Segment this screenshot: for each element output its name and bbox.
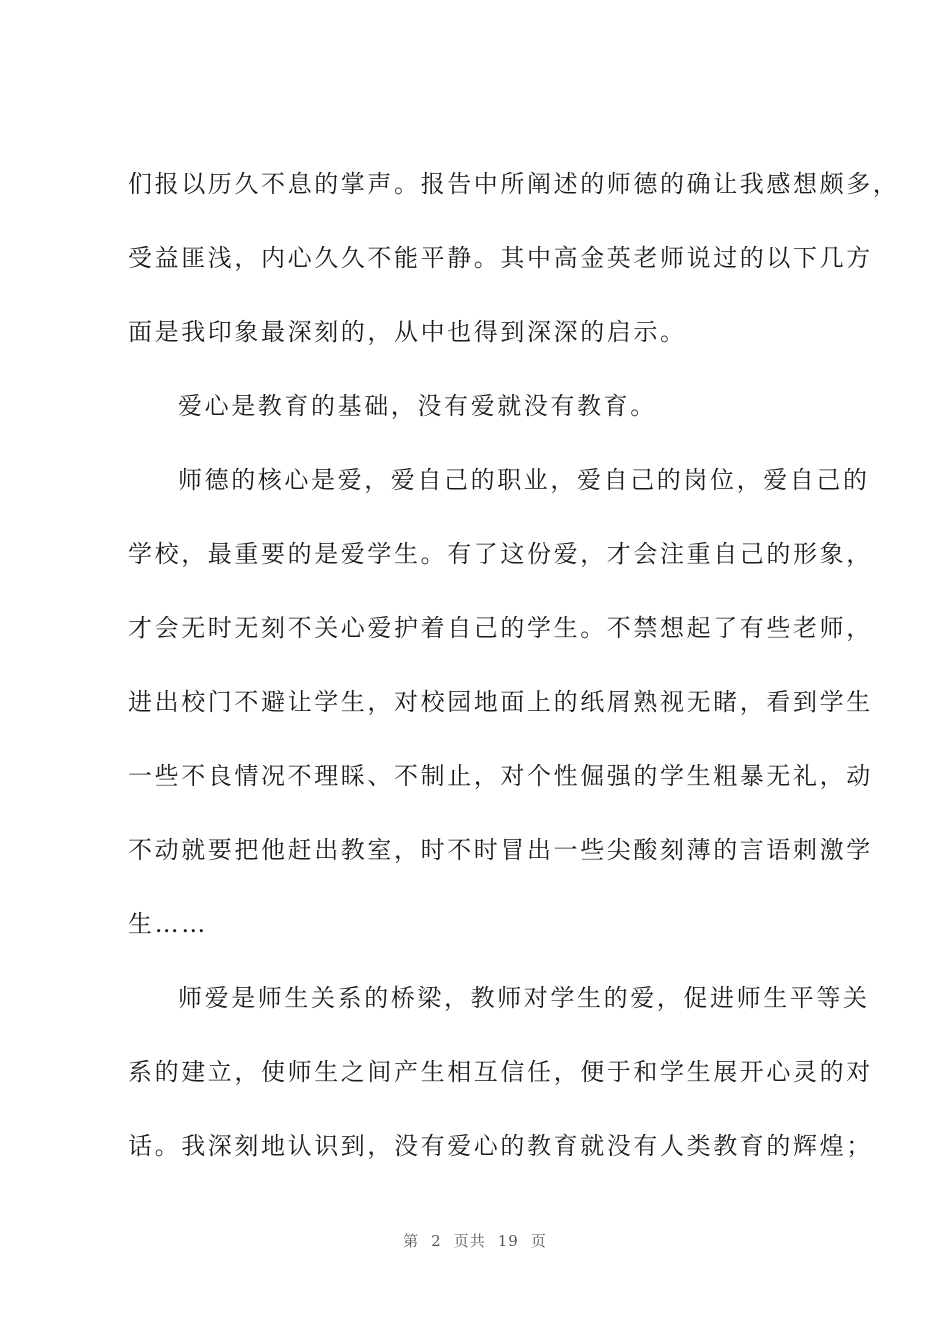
footer-suffix: 页 — [530, 1232, 547, 1250]
text-line: 话。我深刻地认识到，没有爱心的教育就没有人类教育的辉煌； — [128, 1132, 873, 1160]
text-line: 师爱是师生关系的桥梁，教师对学生的爱，促进师生平等关 — [178, 984, 870, 1012]
text-line: 受益匪浅，内心久久不能平静。其中高金英老师说过的以下几方 — [128, 244, 873, 272]
text-line: 们报以历久不息的掌声。报告中所阐述的师德的确让我感想颇多， — [128, 170, 900, 198]
total-pages: 19 — [497, 1232, 519, 1250]
paragraph-heading-line: 爱心是教育的基础，没有爱就没有教育。 — [178, 392, 657, 420]
footer-prefix: 第 — [403, 1232, 420, 1250]
text-line: 不动就要把他赶出教室，时不时冒出一些尖酸刻薄的言语刺激学 — [128, 836, 873, 864]
text-line: 师德的核心是爱，爱自己的职业，爱自己的岗位，爱自己的 — [178, 466, 870, 494]
text-line: 进出校门不避让学生，对校园地面上的纸屑熟视无睹，看到学生 — [128, 688, 873, 716]
text-line: 生…… — [128, 910, 208, 938]
text-line: 面是我印象最深刻的，从中也得到深深的启示。 — [128, 318, 687, 346]
page-number: 2 — [431, 1232, 442, 1250]
text-line: 一些不良情况不理睬、不制止，对个性倔强的学生粗暴无礼，动 — [128, 762, 873, 790]
text-line: 才会无时无刻不关心爱护着自己的学生。不禁想起了有些老师， — [128, 614, 873, 642]
page-footer — [0, 1230, 950, 1251]
text-line: 系的建立，使师生之间产生相互信任，便于和学生展开心灵的对 — [128, 1058, 873, 1086]
footer-middle: 页共 — [453, 1232, 486, 1250]
document-body — [128, 170, 900, 1208]
text-line: 学校，最重要的是爱学生。有了这份爱，才会注重自己的形象， — [128, 540, 873, 568]
